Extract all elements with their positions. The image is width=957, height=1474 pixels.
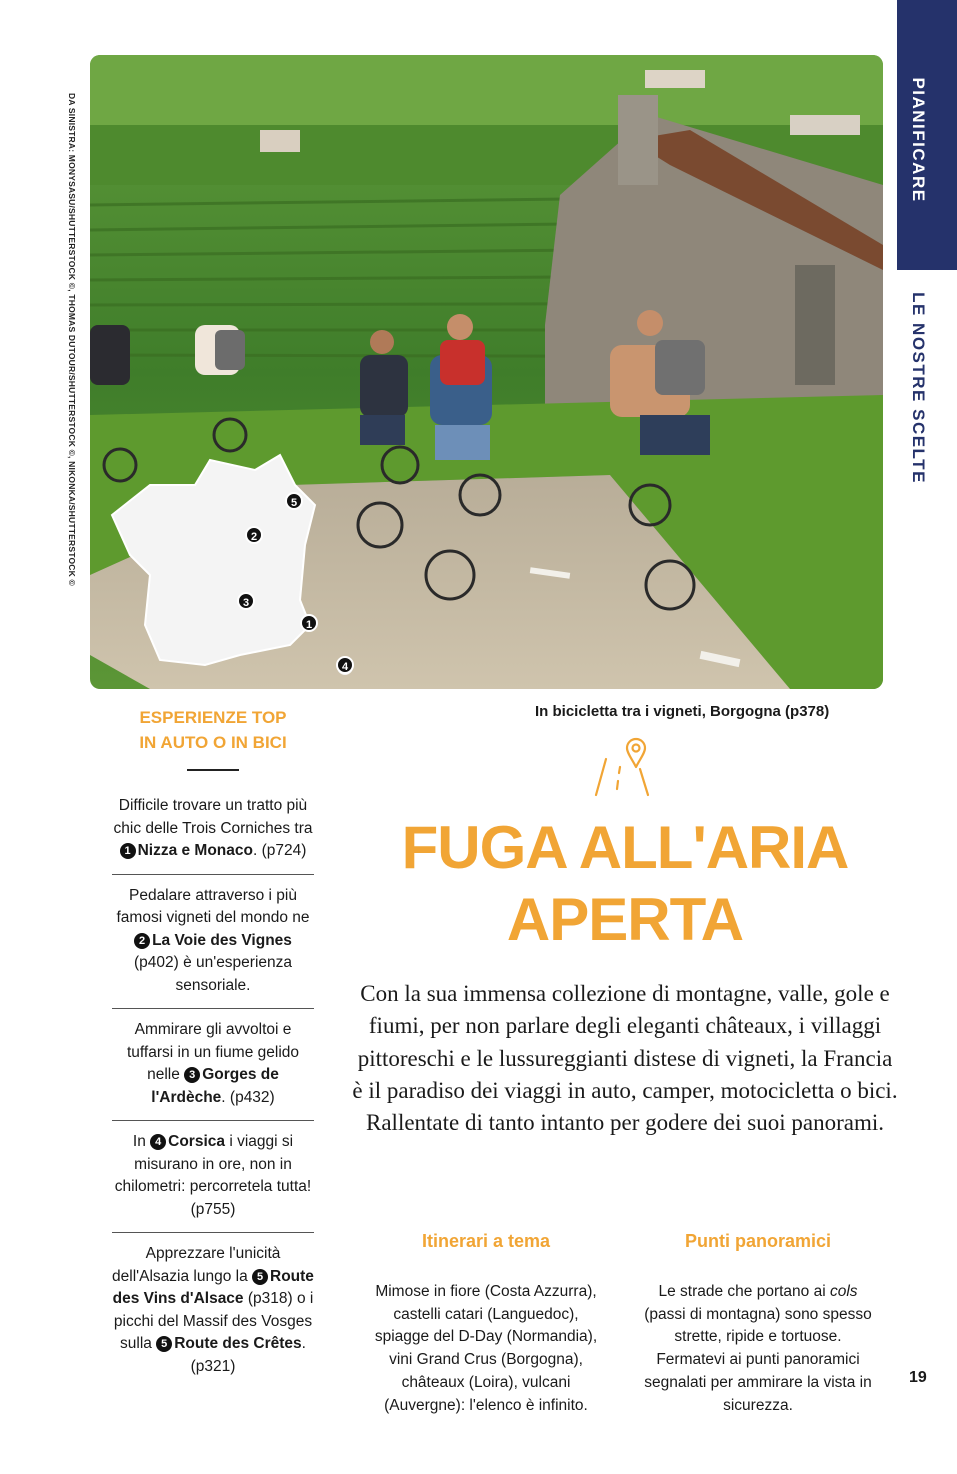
panoramic-points-text: Le strade che portano ai cols (passi di montagna) sono spesso strette, ripide e tortuose. Fermatevi ai punti panoramici segnalati per ammirare la vista in sicurezza. (644, 1283, 872, 1414)
number-badge: 2 (134, 933, 150, 949)
panoramic-points-title: Punti panoramici (684, 1231, 832, 1251)
experience-item: Ammirare gli avvoltoi e tuffarsi in un fiume gelido nelle 3 Gorges de l'Ardèche. (p432) (112, 1009, 314, 1121)
top-experiences-title: ESPERIENZE TOP IN AUTO O IN BICI (139, 708, 287, 752)
experience-item: In 4 Corsica i viaggi si misurano in ore, non in chilometri: percorretela tutta! (p755) (112, 1121, 314, 1233)
map-marker-1: 1 (300, 614, 318, 632)
panoramic-points-section (638, 1228, 878, 1417)
experience-list (112, 785, 314, 1389)
map-marker-5: 5 (285, 492, 303, 510)
map-marker-4: 4 (336, 656, 354, 674)
experience-item: Pedalare attraverso i più famosi vigneti del mondo ne 2 La Voie des Vignes (p402) è un'esperienza sensoriale. (112, 875, 314, 1010)
number-badge: 5 (252, 1269, 268, 1285)
number-badge: 3 (184, 1067, 200, 1083)
photo-caption: In bicicletta tra i vigneti, Borgogna (p378) (535, 703, 830, 720)
page-headline: FUGA ALL'ARIA APERTA (401, 814, 849, 953)
page-number: 19 (909, 1369, 927, 1386)
map-marker-2: 2 (245, 526, 263, 544)
themed-itineraries-title: Itinerari a tema (421, 1231, 551, 1251)
number-badge: 4 (150, 1134, 166, 1150)
experience-item: Difficile trovare un tratto più chic delle Trois Corniches tra 1 Nizza e Monaco. (p724) (112, 785, 314, 875)
number-badge: 5 (156, 1336, 172, 1352)
number-badge: 1 (120, 843, 136, 859)
map-marker-3: 3 (237, 592, 255, 610)
section-tab-label: PIANIFICARE (909, 77, 928, 203)
themed-itineraries-section (366, 1228, 606, 1417)
top-experiences-column (112, 705, 314, 1389)
title-divider (187, 769, 239, 771)
cycling-photo (90, 55, 883, 689)
themed-itineraries-text: Mimose in fiore (Costa Azzurra), castelli catari (Languedoc), spiagge del D-Day (Normandia), vini Grand Crus (Borgogna), châteaux (Loira), vulcani (Auvergne): l'elenco è infinito. (374, 1283, 598, 1414)
intro-paragraph: Con la sua immensa collezione di montagne, valle, gole e fiumi, per non parlare degli eleganti châteaux, i villaggi pittoreschi e le lussureggianti distese di vigneti, la Francia è il paradiso dei viaggi in auto, camper, motocicletta o bici. Rallentate di tanto intanto per godere dei suoi panorami. (352, 981, 898, 1136)
subsection-label: LE NOSTRE SCELTE (909, 292, 928, 484)
photo-credit: DA SINISTRA: MONYSASU/SHUTTERSTOCK ©, THOMAS DUTOUR/SHUTTERSTOCK ©, NIKONKA/SHUTTERSTOCK © (67, 93, 77, 586)
experience-item: Apprezzare l'unicità dell'Alsazia lungo la 5 Route des Vins d'Alsace (p318) o i picchi del Massif des Vosges sulla 5 Route des Crêtes. (p321) (112, 1245, 314, 1375)
road-pin-icon (592, 737, 654, 799)
